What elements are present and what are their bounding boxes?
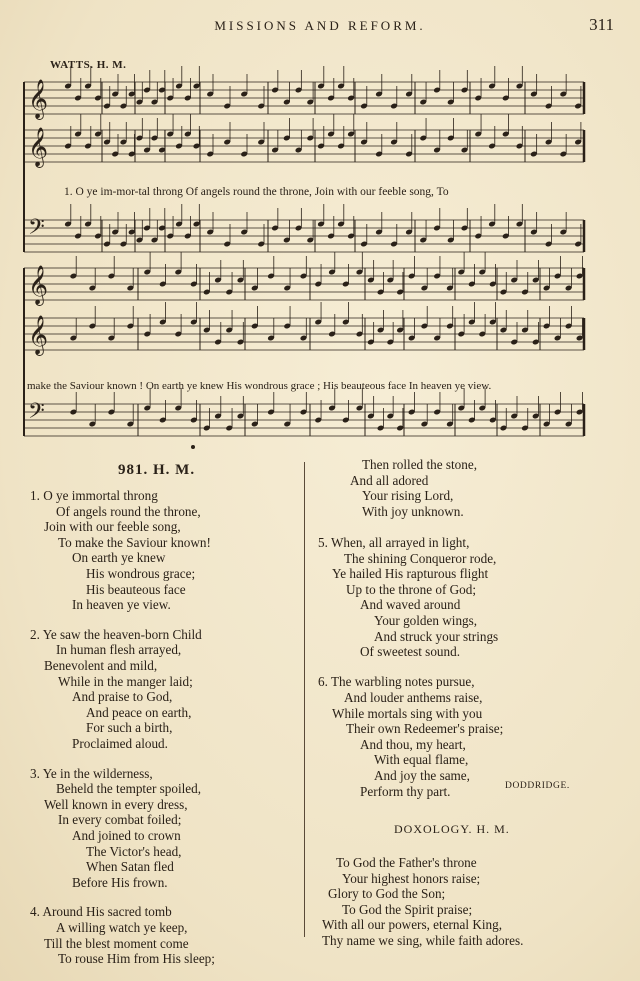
stanza-line: To rouse Him from His sleep;	[58, 951, 215, 967]
stanza-line: 4. Around His sacred tomb	[30, 904, 172, 920]
stanza-line: Benevolent and mild,	[44, 658, 158, 673]
stanza-line: 6. The warbling notes pursue,	[318, 674, 475, 690]
stanza-line: A willing watch ye keep,	[56, 920, 188, 935]
doxology-line: Glory to God the Son;	[328, 886, 446, 902]
doxology-heading: DOXOLOGY. H. M.	[394, 822, 510, 836]
treble-clef-icon: 𝄞	[28, 127, 49, 167]
ink-dot	[191, 445, 195, 449]
stanza-line: Your rising Lord,	[362, 488, 454, 504]
treble-clef-icon: 𝄞	[28, 315, 49, 355]
stanza-line: While mortals sing with you	[332, 705, 483, 721]
stanza-line: In every combat foiled;	[58, 812, 182, 828]
stanza-line: And struck your strings	[374, 628, 499, 644]
tune-name: WATTS. H. M.	[50, 59, 127, 71]
stanza-line: His wondrous grace;	[86, 566, 196, 581]
doxology-line: To God the Father's throne	[336, 855, 477, 870]
stanza-line: Then rolled the stone,	[362, 457, 477, 472]
stanza-line: Up to the throne of God;	[346, 581, 477, 597]
stanza-line: And joy the same,	[374, 767, 470, 783]
stanza-line: Ye hailed His rapturous flight	[332, 566, 489, 582]
stanza-line: Before His frown.	[72, 874, 168, 890]
stanza-line: With joy unknown.	[362, 503, 464, 519]
doxology-line: Your highest honors raise;	[342, 870, 481, 886]
stanza-line: To make the Saviour known!	[58, 534, 211, 550]
page-number: 311	[589, 15, 614, 34]
stanza-line: And praise to God,	[72, 689, 173, 705]
stanza-line: On earth ye knew	[72, 550, 166, 566]
hymn-number-meter: 981. H. M.	[118, 462, 196, 478]
doxology-line: With all our powers, eternal King,	[322, 917, 503, 933]
lyrics-line-1: 1. O ye im-mor-tal throng Of angels round the throne, Join with our feeble song, To	[64, 186, 449, 198]
bass-clef-icon: 𝄢	[28, 215, 45, 245]
stanza-line: And thou, my heart,	[360, 736, 466, 752]
running-title: MISSIONS AND REFORM.	[214, 18, 426, 33]
stanza-line: 2. Ye saw the heaven-born Child	[30, 626, 202, 642]
stanza-line: 5. When, all arrayed in light,	[318, 535, 470, 550]
stanza-line: Till the blest moment come	[44, 935, 189, 951]
stanza-line: And waved around	[360, 597, 461, 613]
stanza-line: The shining Conqueror rode,	[344, 550, 497, 566]
treble-clef-icon: 𝄞	[28, 265, 49, 305]
stanza-line: When Satan fled	[86, 859, 174, 875]
stanza-line: And peace on earth,	[86, 704, 192, 720]
stanza-line: Of sweetest sound.	[360, 644, 460, 660]
stanza-line: Beheld the tempter spoiled,	[56, 781, 202, 797]
stanza-line: Of angels round the throne,	[56, 503, 201, 519]
stanza-line: And joined to crown	[72, 828, 181, 843]
stanza-line: Proclaimed aloud.	[72, 736, 168, 751]
doxology-line: Thy name we sing, while faith adores.	[322, 933, 524, 948]
stanza-line: While in the manger laid;	[58, 673, 193, 689]
bass-clef-icon: 𝄢	[28, 399, 45, 429]
column-divider	[304, 462, 305, 937]
stanza-line: Join with our feeble song,	[44, 519, 181, 535]
lyrics-line-2: make the Saviour known ! On earth ye knew His wondrous grace ; His beauteous face In heaven ye view.	[27, 380, 492, 392]
stanza-line: 1. O ye immortal throng	[30, 488, 158, 503]
treble-clef-icon: 𝄞	[28, 79, 49, 119]
stanza-line: Their own Redeemer's praise;	[346, 721, 504, 737]
stanza-line: In heaven ye view.	[72, 597, 171, 613]
stanza-line: The Victor's head,	[86, 843, 182, 859]
stanza-line: And louder anthems raise,	[344, 689, 483, 705]
stanza-line: His beauteous face	[86, 581, 186, 597]
stanza-line: Your golden wings,	[374, 613, 478, 628]
attribution: DODDRIDGE.	[505, 781, 570, 791]
stanza-line: And all adored	[350, 472, 429, 488]
stanza-line: In human flesh arrayed,	[56, 642, 182, 658]
stanza-line: Perform thy part.	[360, 783, 451, 799]
stanza-line: Well known in every dress,	[44, 796, 188, 812]
stanza-line: For such a birth,	[86, 720, 173, 736]
stanza-line: With equal flame,	[374, 752, 469, 768]
stanza-line: 3. Ye in the wilderness,	[30, 765, 153, 781]
doxology-line: To God the Spirit praise;	[342, 901, 473, 917]
